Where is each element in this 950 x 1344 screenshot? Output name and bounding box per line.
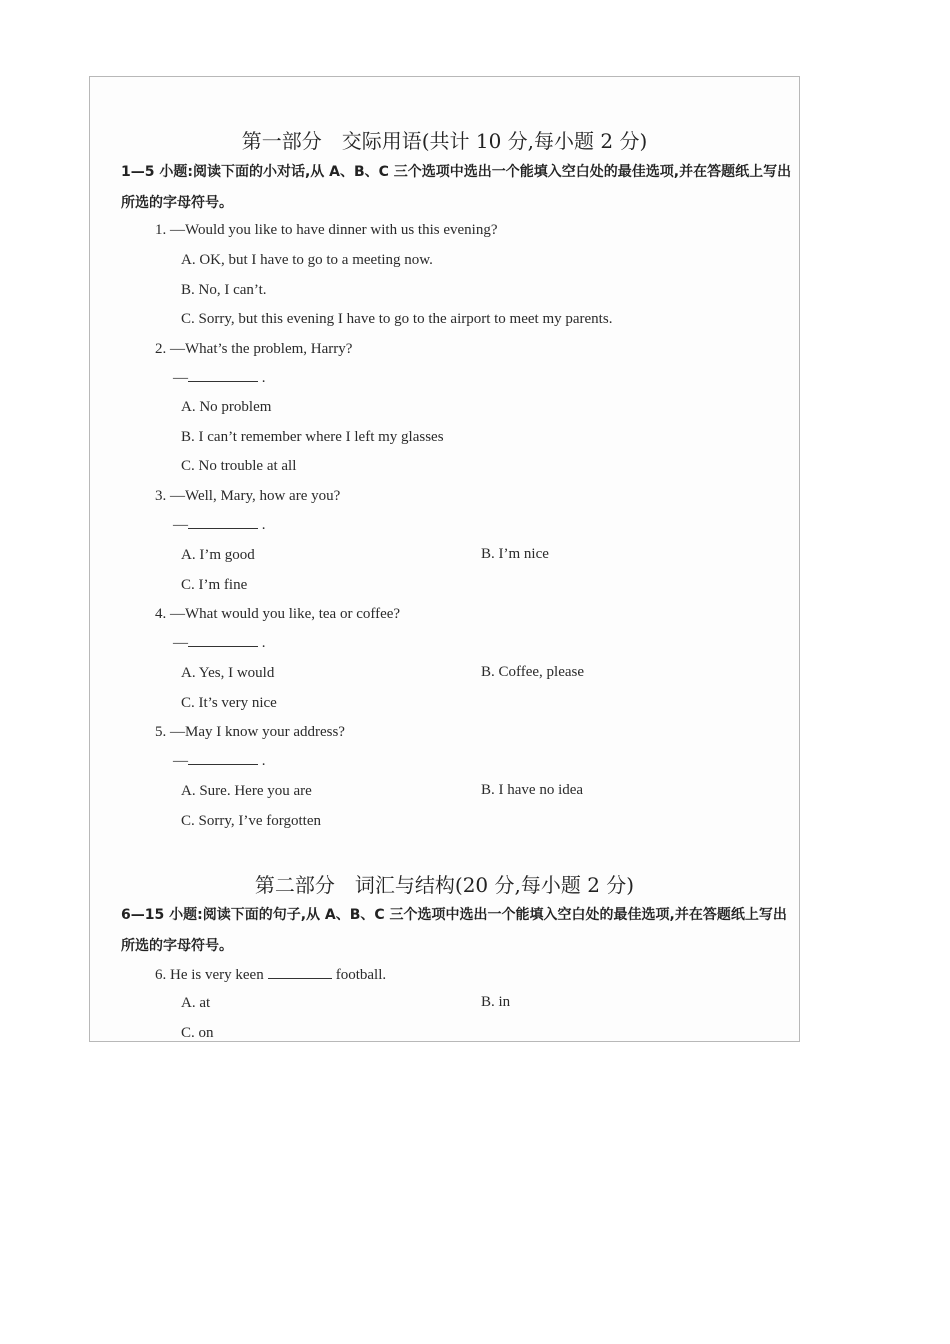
q2-reply-dash: — — [173, 370, 188, 386]
question-2-stem: 2. —What’s the problem, Harry? — [155, 341, 353, 357]
answer-blank — [188, 518, 258, 529]
q4-option-a: A. Yes, I would — [181, 665, 275, 681]
q3-option-b: B. I’m nice — [481, 546, 549, 562]
answer-blank — [188, 371, 258, 382]
q6-option-c: C. on — [181, 1025, 214, 1041]
q2-option-a: A. No problem — [181, 399, 272, 415]
q4-option-b: B. Coffee, please — [481, 664, 585, 680]
q4-reply-dash: — — [173, 635, 188, 651]
q2-reply-blank: — . — [173, 370, 266, 386]
answer-blank — [188, 636, 258, 647]
q3-option-c: C. I’m fine — [181, 577, 248, 593]
question-6-stem — [155, 966, 386, 984]
q4-option-c: C. It’s very nice — [181, 695, 277, 711]
q1-option-a: A. OK, but I have to go to a meeting now. — [181, 252, 433, 268]
q3-reply-blank: — . — [173, 517, 266, 533]
question-5-stem: 5. —May I know your address? — [155, 724, 345, 740]
q6-option-b: B. in — [481, 994, 511, 1010]
q1-option-b: B. No, I can’t. — [181, 282, 267, 298]
q6-stem-after: football. — [335, 967, 387, 983]
exam-page — [89, 76, 800, 1042]
q3-reply-dash: — — [173, 517, 188, 533]
q5-reply-dash: — — [173, 753, 188, 769]
answer-blank — [268, 966, 332, 979]
q5-option-c: C. Sorry, I’ve forgotten — [181, 813, 321, 829]
q2-option-c: C. No trouble at all — [181, 458, 297, 474]
answer-blank — [188, 754, 258, 765]
question-1-stem: 1. —Would you like to have dinner with us this evening? — [155, 222, 498, 238]
q2-option-b: B. I can’t remember where I left my glasses — [181, 429, 444, 445]
q4-reply-blank: — . — [173, 635, 266, 651]
question-3-stem: 3. —Well, Mary, how are you? — [155, 488, 341, 504]
q6-option-a: A. at — [181, 995, 211, 1011]
q5-reply-blank: — . — [173, 753, 266, 769]
question-4-stem: 4. —What would you like, tea or coffee? — [155, 606, 401, 622]
q6-stem-before: 6. He is very keen — [155, 967, 264, 983]
part1-title: 第一部分 交际用语(共计 10 分,每小题 2 分) — [241, 129, 648, 153]
part2-title: 第二部分 词汇与结构(20 分,每小题 2 分) — [254, 873, 635, 897]
q1-option-c: C. Sorry, but this evening I have to go to the airport to meet my parents. — [181, 311, 613, 327]
part2-instruction: 6—15 小题:阅读下面的句子,从 A、B、C 三个选项中选出一个能填入空白处的最佳选项,并在答题纸上写出所选的字母符号。 — [121, 907, 787, 954]
part1-instruction: 1—5 小题:阅读下面的小对话,从 A、B、C 三个选项中选出一个能填入空白处的最佳选项,并在答题纸上写出所选的字母符号。 — [121, 164, 792, 211]
q5-option-b: B. I have no idea — [481, 782, 584, 798]
q5-option-a: A. Sure. Here you are — [181, 783, 312, 799]
q3-option-a: A. I’m good — [181, 547, 255, 563]
